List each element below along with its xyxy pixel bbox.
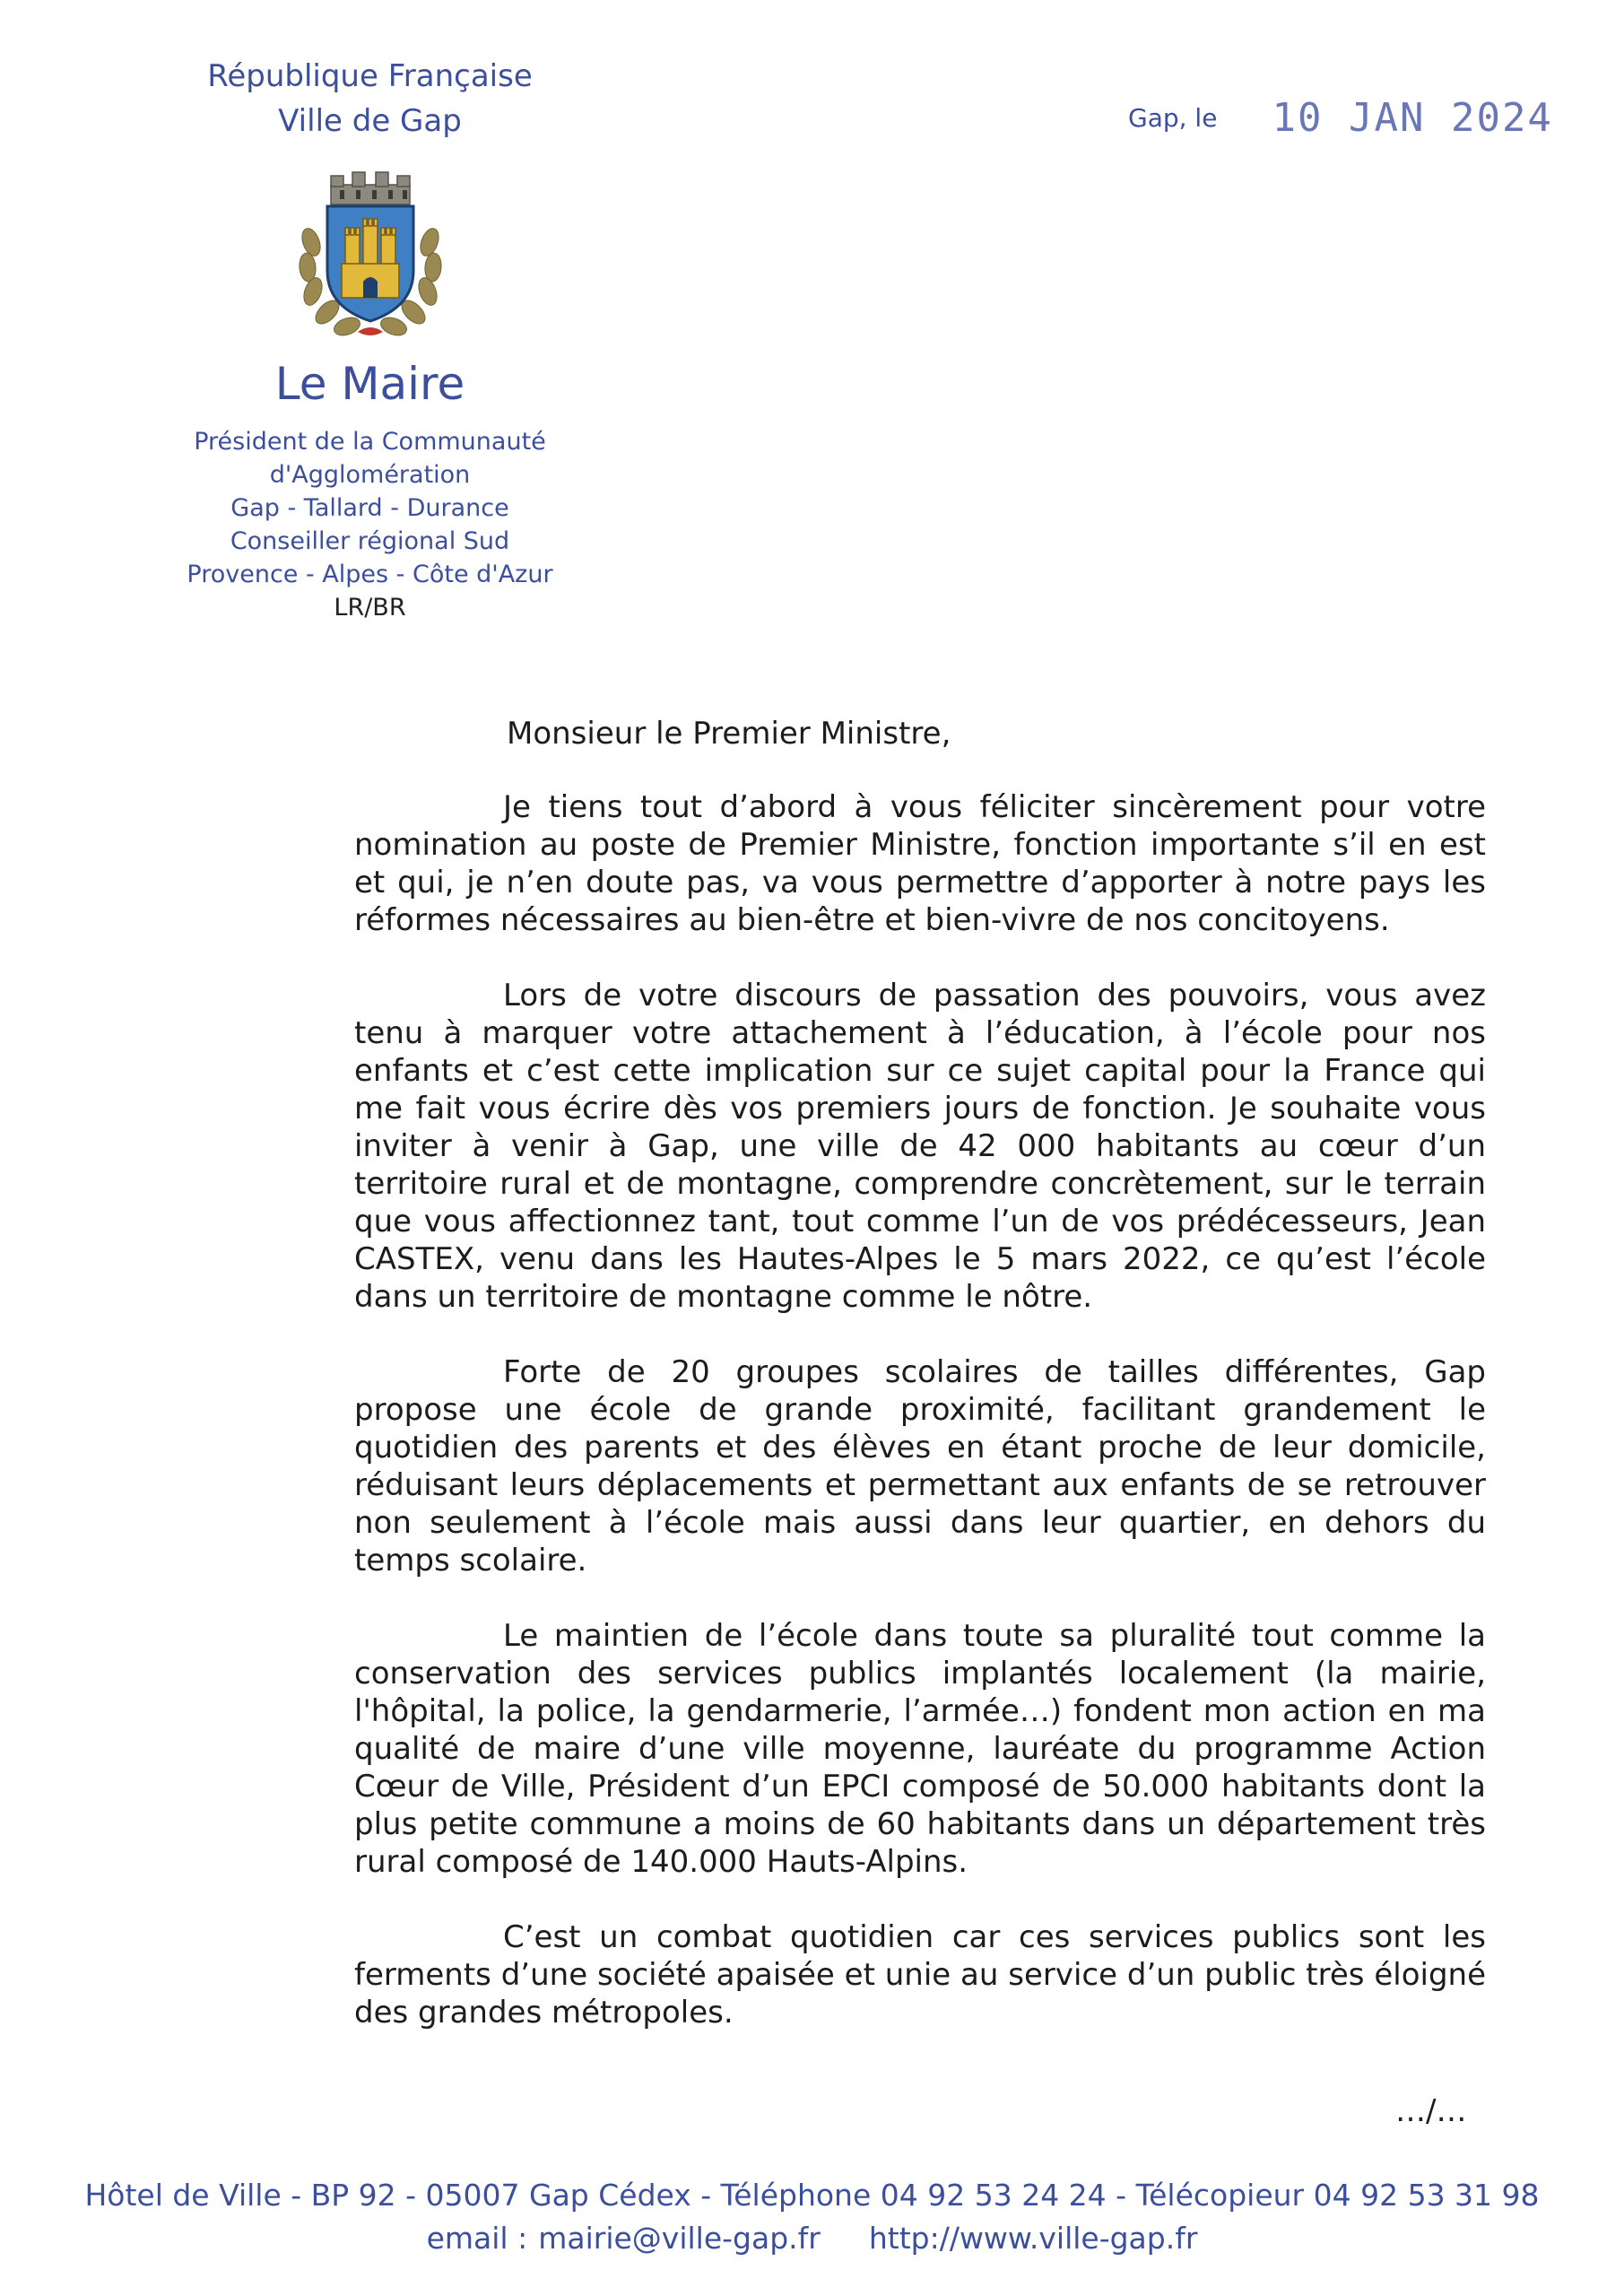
reference-code: LR/BR — [334, 594, 406, 622]
email-link[interactable]: mairie@ville-gap.fr — [538, 2221, 821, 2256]
footer-address: Hôtel de Ville - BP 92 - 05007 Gap Cédex - Téléphone 04 92 53 24 24 - Télécopieur 04 92 53 31 98 — [84, 2178, 1540, 2213]
letter-body — [354, 715, 1486, 2069]
body-paragraph: Le maintien de l’école dans toute sa pluralité tout comme la conservation des services publics implantés localement (la mairie, l'hôpital, la police, la gendarmerie, l’armée…) fondent mon action en ma qualité de maire d’une ville moyenne, lauréate du programme Action Cœur de Ville, Président d’un EPCI composé de 50.000 habitants dont la plus petite commune a moins de 60 habitants dans un département très rural composé de 140.000 Hauts-Alpins. — [354, 1618, 1486, 1880]
letterhead — [103, 54, 637, 624]
footer — [54, 2174, 1570, 2260]
body-paragraph: Je tiens tout d’abord à vous féliciter sincèrement pour votre nomination au poste de Premier Ministre, fonction importante s’il en est et qui, je n’en doute pas, va vous permettre d’apporter à notre pays les réformes nécessaires au bien-être et bien-vivre de nos concitoyens. — [354, 789, 1486, 938]
body-paragraph: Lors de votre discours de passation des pouvoirs, vous avez tenu à marquer votre attachement à l’éducation, à l’école pour nos enfants et c’est cette implication sur ce sujet capital pour la France qui me fait vous écrire dès vos premiers jours de fonction. Je souhaite vous inviter à venir à Gap, une ville de 42 000 habitants au cœur d’un territoire rural et de montagne, comprendre concrètement, sur le terrain que vous affectionnez tant, tout comme l’un de vos prédécesseurs, Jean CASTEX, venu dans les Hautes-Alpes le 5 mars 2022, ce qu’est l’école dans un territoire de montagne comme le nôtre. — [354, 978, 1486, 1315]
mayor-role-line: Gap - Tallard - Durance — [230, 494, 509, 522]
date-stamp: 10 JAN 2024 — [1272, 95, 1553, 141]
mayor-role-line: Conseiller régional Sud — [230, 527, 510, 555]
date-block — [1128, 95, 1553, 141]
continuation-mark: …/… — [1395, 2093, 1467, 2129]
website-link[interactable]: http://www.ville-gap.fr — [868, 2221, 1198, 2256]
gap-coat-of-arms-icon — [291, 170, 449, 341]
mayor-role-line: Président de la Communauté d'Agglomération — [194, 428, 546, 489]
body-paragraph: Forte de 20 groupes scolaires de tailles différentes, Gap propose une école de grande proximité, facilitant grandement le quotidien des parents et des élèves en étant proche de leur domicile, réduisant leurs déplacements et permettant aux enfants de se retrouver non seulement à l’école mais aussi dans leur quartier, en dehors du temps scolaire. — [354, 1354, 1486, 1578]
salutation: Monsieur le Premier Ministre, — [507, 716, 951, 752]
city-label: Ville de Gap — [278, 103, 462, 139]
place-label: Gap, le — [1128, 103, 1218, 133]
mayor-title: Le Maire — [274, 358, 465, 410]
mayor-role-line: Provence - Alpes - Côte d'Azur — [187, 561, 553, 588]
email-label: email : — [426, 2221, 528, 2256]
body-paragraph: C’est un combat quotidien car ces services publics sont les ferments d’une société apaisée et unie au service d’un public très éloigné des grandes métropoles. — [354, 1919, 1486, 2031]
republic-label: République Française — [207, 58, 533, 94]
footer-contact — [54, 2217, 1570, 2260]
